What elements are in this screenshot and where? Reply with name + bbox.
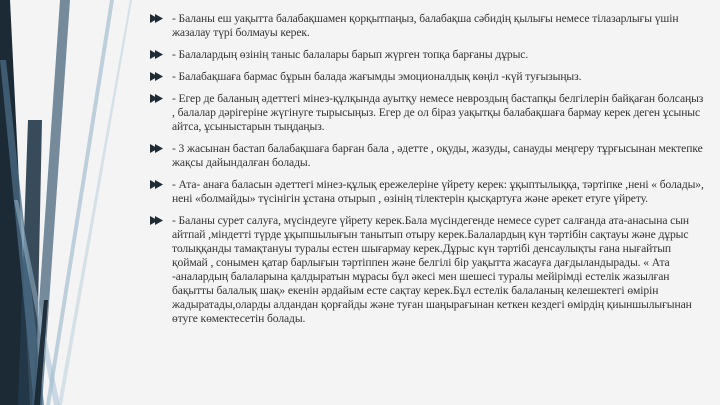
bullet-item [150,178,706,206]
bullet-item [150,92,706,134]
bullet-item [150,142,706,170]
bullet-item [150,70,706,84]
arrow-bullet-icon [150,49,164,61]
stripe-light-3 [58,0,132,405]
arrow-bullet-icon [150,71,164,83]
bullet-item [150,48,706,62]
bullet-text: - Баланы еш уақытта балабақшамен қорқытпаңыз, балабақша сәбидің қылығы немесе тілазарлығы үшін жазалау түрі болмауы керек. [172,12,679,39]
bullet-text: - 3 жасынан бастап балабақшаға барған бала , әдетте , оқуды, жазуды, санауды меңгеру тұрғысынан мектепке жақсы дайындалған болады. [172,142,703,169]
bullet-text: - Баланы сурет салуға, мүсіндеуге үйрету керек.Бала мүсіндегенде немесе сурет салғанда ата-анасына сын айтпай ,міндетті түрде ұқыпшылығын танытып отыру керек.Балалардың күн тәртібін сақтауы және дұрыс толыққанды тамақтануы туралы естен шығармау керек.Дұрыс күн тәртібі денсаулықты ғана нығайтып қоймай , сонымен қатар барлығын тәртіппен және белгілі бір уақытта жасауға дағдыландырады. « Ата -аналардың балаларына қалдыратын мұрасы бұл әкесі мен шешесі туралы мейірімді естелік жазылған бақытты балалық шақ» екенін әрдайым есте сақтау керек.Бұл естелік балаланың келешектегі өмірін жадыратады,оларды алдандан қорғайды және туған шаңырағынан кеткен кездегі өмірдің қиыншылығынан өтуге көмектесетін болады. [172,214,692,325]
bullet-item [150,12,706,40]
arrow-bullet-icon [150,93,164,105]
arrow-bullet-icon [150,215,164,227]
arrow-bullet-icon [150,179,164,191]
bullet-text: - Ата- анаға баласын әдеттегі мінез-құлық ережелеріне үйрету керек: ұқыптылыққа, тәртіпке ,нені « болады», нені «болмайды» түсінігін ұстана отырып , өзінің тілектерін қысқартуға және әрекет етуге үйрету. [172,178,704,205]
arrow-bullet-icon [150,143,164,155]
bullet-text: - Егер де баланың әдеттегі мінез-құлқында ауытқу немесе невроздың бастапқы белгілерін байқаған болсаңыз , балалар дәрігеріне жүгінуге тырысыңыз. Егер де ол біраз уақытқы балабақшаға бармау керек деген ұсыныс айтса, ұсыныстарын тыңдаңыз. [172,92,704,133]
bullet-list [150,12,706,334]
arrow-bullet-icon [150,13,164,25]
bullet-text: - Балалардың өзінің таныс балалары барып жүрген топқа барғаны дұрыс. [172,48,529,61]
bullet-text: - Балабақшаға бармас бұрын балада жағымды эмоционалдық көңіл -күй туғызыңыз. [172,70,582,83]
bullet-item [150,214,706,326]
